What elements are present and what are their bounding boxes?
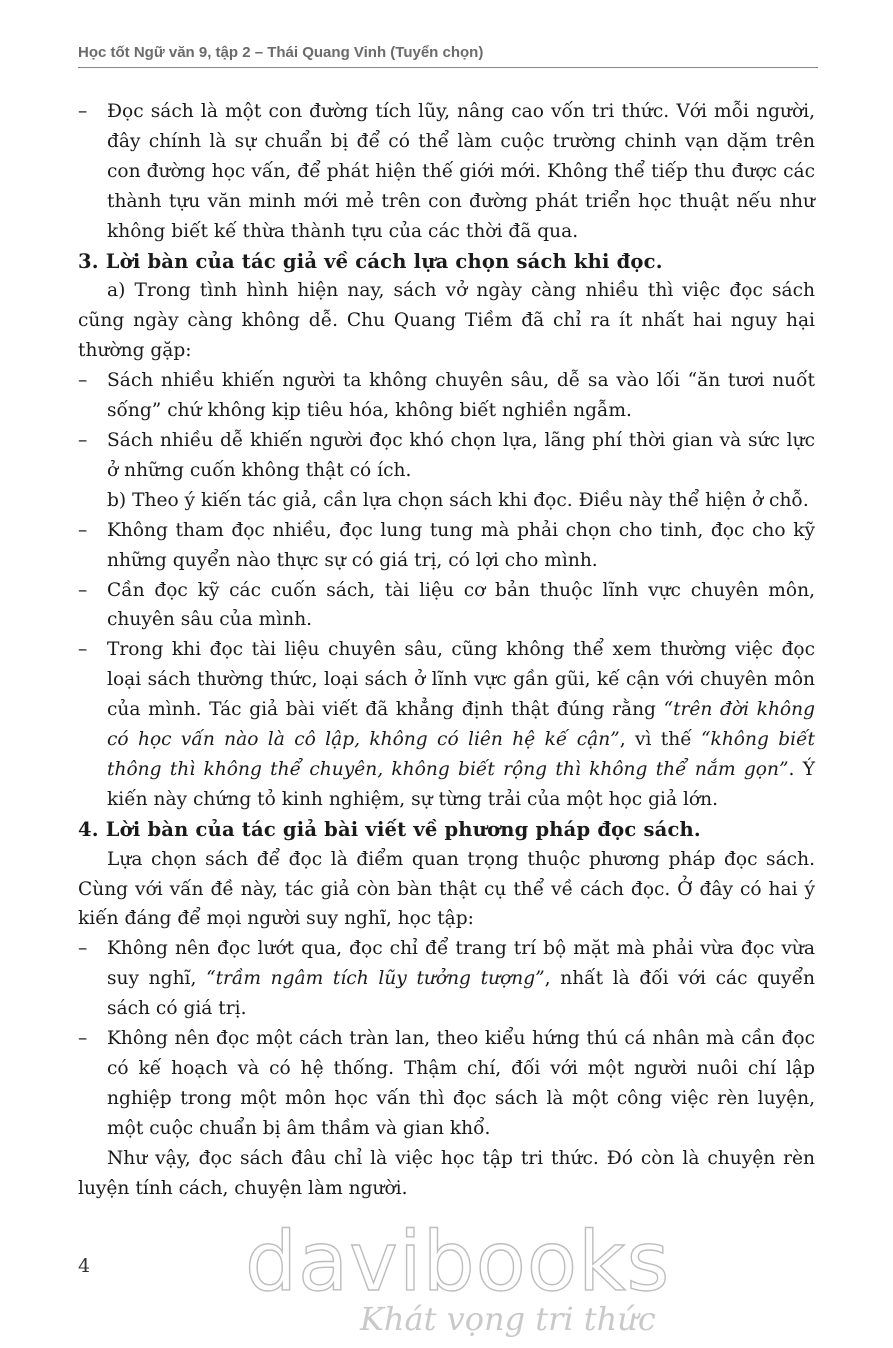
dash-marker: – [78,639,88,661]
dash-marker: – [78,1028,88,1050]
bullet-text: Sách nhiều khiến người ta không chuyên sâu, dễ sa vào lối “ăn tươi nuốt sống” chứ không kịp tiêu hóa, không biết nghiền ngẫm. [107,370,815,422]
bullet-item [78,366,815,426]
paragraph-b: b) Theo ý kiến tác giả, cần lựa chọn sách khi đọc. Điều này thể hiện ở chỗ. [107,489,809,511]
watermark-logo: davibooks [245,1215,671,1310]
bullet-text: , vì thế [619,729,702,751]
dash-marker: – [78,938,88,960]
bullet-text: Cần đọc kỹ các cuốn sách, tài liệu cơ bản thuộc lĩnh vực chuyên môn, chuyên sâu của mình. [107,579,815,631]
closing-paragraph: Như vậy, đọc sách đâu chỉ là việc học tập tri thức. Đó còn là chuyện rèn luyện tính cách, chuyện làm người. [78,1147,815,1199]
bullet-item [78,516,815,576]
section-heading-4: 4. Lời bàn của tác giả bài viết về phương pháp đọc sách. [78,817,701,841]
bullet-item [78,576,815,636]
dash-marker: – [78,519,88,541]
page-body [78,97,815,1204]
bullet-item [78,934,815,1024]
bullet-text: Không nên đọc một cách tràn lan, theo kiểu hứng thú cá nhân mà cần đọc có kế hoạch và có hệ thống. Thậm chí, đối với một người nuôi chí lập nghiệp trong một môn học vấn thì đọc sách là một công việc rèn luyện, một cuộc chuẩn bị âm thầm và gian khổ. [107,1028,815,1139]
dash-marker: – [78,101,88,122]
dash-marker: – [78,579,88,601]
paragraph-4: Lựa chọn sách để đọc là điểm quan trọng thuộc phương pháp đọc sách. Cùng với vấn đề này, tác giả còn bàn thật cụ thể về cách đọc. Ở đây có hai ý kiến đáng để mọi người suy nghĩ, học tập: [78,848,815,930]
watermark-slogan: Khát vọng tri thức [360,1300,656,1338]
quote-text: “không biết thông thì không thể chuyên, không biết rộng thì không thể nắm gọn” [107,729,815,780]
quote-text: “trầm ngâm tích lũy tưởng tượng” [206,968,545,990]
dash-marker: – [78,370,88,392]
bullet-text: , nhất là đối với các quyển sách có giá trị. [107,968,815,1020]
paragraph-text: Đọc sách là một con đường tích lũy, nâng cao vốn tri thức. Với mỗi người, đây chính là sự chuẩn bị để có thể làm cuộc trường chinh vạn dặm trên con đường học vấn, để phát hiện thế giới mới. Không thể tiếp thu được các thành tựu văn minh mới mẻ trên con đường phát triển học thuật nếu như không biết kế thừa thành tựu của các thời đã qua. [107,101,815,242]
bullet-item [78,426,815,486]
page-number: 4 [78,1255,91,1277]
bullet-text: . Ý kiến này chứng tỏ kinh nghiệm, sự từng trải của một học giả lớn. [107,758,815,810]
section-heading-3: 3. Lời bàn của tác giả về cách lựa chọn sách khi đọc. [78,249,663,273]
bullet-text: Trong khi đọc tài liệu chuyên sâu, cũng không thể xem thường việc đọc loại sách thường thức, loại sách ở lĩnh vực gần gũi, kế cận với chuyên môn của mình. Tác giả bài viết đã khẳng định thật đúng rằng [107,639,815,721]
bullet-item [78,1024,815,1144]
running-head: Học tốt Ngữ văn 9, tập 2 – Thái Quang Vinh (Tuyển chọn) [78,44,818,68]
quote-text: “trên đời không có học vấn nào là cô lập, không có liên hệ kế cận” [107,699,815,751]
dash-paragraph [78,97,815,247]
bullet-text: Không nên đọc lướt qua, đọc chỉ để trang trí bộ mặt mà phải vừa đọc vừa suy nghĩ, [107,938,815,990]
dash-marker: – [78,429,88,451]
paragraph-a: a) Trong tình hình hiện nay, sách vở ngày càng nhiều thì việc đọc sách cũng ngày càng không dễ. Chu Quang Tiềm đã chỉ ra ít nhất hai nguy hại thường gặp: [78,280,815,362]
bullet-text: Không tham đọc nhiều, đọc lung tung mà phải chọn cho tinh, đọc cho kỹ những quyển nào thực sự có giá trị, có lợi cho mình. [107,519,815,571]
bullet-item [78,635,815,814]
bullet-text: Sách nhiều dễ khiến người đọc khó chọn lựa, lãng phí thời gian và sức lực ở những cuốn không thật có ích. [107,429,815,481]
